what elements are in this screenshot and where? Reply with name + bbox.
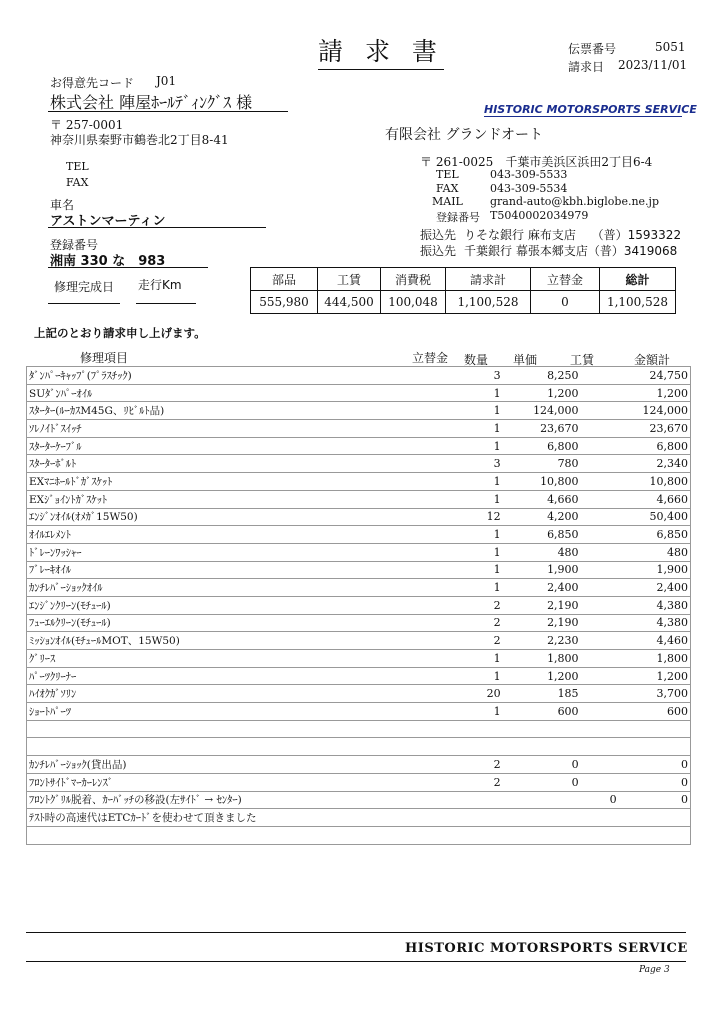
table-row [27, 508, 691, 526]
cell-qty [442, 720, 503, 738]
cell-amount: 10,800 [619, 473, 691, 491]
cell-price: 0 [503, 756, 581, 774]
table-row [27, 402, 691, 420]
summary-billed: 1,100,528 [446, 291, 531, 314]
document-title: 請 求 書 [318, 32, 444, 70]
cell-amount: 124,000 [619, 402, 691, 420]
cell-price: 6,850 [503, 526, 581, 544]
summary-header-parts: 部品 [251, 268, 318, 291]
customer-postal: 〒 257-0001 [50, 118, 124, 132]
col-price: 単価 [513, 353, 538, 367]
cell-name: EXｼﾞｮｲﾝﾄｶﾞｽｹｯﾄ [27, 490, 418, 508]
company-reg-no: T5040002034979 [490, 209, 589, 222]
cell-amount [619, 738, 691, 756]
cell-price [503, 826, 581, 844]
col-tat: 立替金 [412, 351, 449, 365]
cell-name: SUﾀﾞﾝﾊﾟｰｵｲﾙ [27, 384, 418, 402]
cell-qty: 1 [442, 543, 503, 561]
cell-price: 480 [503, 543, 581, 561]
date-label: 請求日 [568, 60, 605, 74]
cell-tat [417, 579, 441, 597]
cell-labor [581, 367, 619, 385]
cell-qty: 1 [442, 579, 503, 597]
cell-amount: 1,900 [619, 561, 691, 579]
cell-amount: 6,800 [619, 437, 691, 455]
cell-tat [417, 543, 441, 561]
cell-qty: 3 [442, 367, 503, 385]
cell-amount: 50,400 [619, 508, 691, 526]
cell-amount: 3,700 [619, 685, 691, 703]
cell-labor [581, 703, 619, 721]
cell-qty: 2 [442, 773, 503, 791]
company-name: 有限会社 グランドオート [385, 127, 544, 143]
cell-amount: 1,200 [619, 384, 691, 402]
table-row [27, 561, 691, 579]
table-row [27, 473, 691, 491]
cell-price: 8,250 [503, 367, 581, 385]
cell-name [27, 738, 418, 756]
cell-price [503, 720, 581, 738]
cell-labor: 0 [581, 791, 619, 809]
cell-price: 4,660 [503, 490, 581, 508]
company-mail-label: MAIL [432, 195, 463, 208]
cell-tat [417, 437, 441, 455]
cell-qty: 1 [442, 490, 503, 508]
summary-total: 1,100,528 [600, 291, 676, 314]
cell-name: ﾊﾟｰﾂｸﾘｰﾅｰ [27, 667, 418, 685]
col-amount: 金額計 [634, 353, 671, 367]
cell-labor [581, 738, 619, 756]
cell-labor [581, 473, 619, 491]
cell-name: ﾌﾛﾝﾄｸﾞﾘﾙ脱着、ｶｰﾊﾞｯﾁの移設(左ｻｲﾄﾞ → ｾﾝﾀｰ) [27, 791, 418, 809]
table-row [27, 596, 691, 614]
table-row [27, 579, 691, 597]
items-table [26, 366, 691, 845]
bank1: りそな銀行 麻布支店 （普）1593322 [464, 228, 682, 242]
cell-name: ﾌｭｰｴﾙｸﾘｰﾝ(ﾓﾁｭｰﾙ) [27, 614, 418, 632]
cell-price: 1,900 [503, 561, 581, 579]
cell-name: ﾌﾛﾝﾄｻｲﾄﾞﾏｰｶｰﾚﾝｽﾞ [27, 773, 418, 791]
table-row [27, 367, 691, 385]
cell-qty: 1 [442, 402, 503, 420]
cell-price: 0 [503, 773, 581, 791]
brand-name: HISTORIC MOTORSPORTS SERVICE [484, 103, 697, 116]
cell-qty: 3 [442, 455, 503, 473]
bank2-label: 振込先 [420, 244, 457, 258]
cell-labor [581, 420, 619, 438]
cell-name: ｴﾝｼﾞﾝｸﾘｰﾝ(ﾓﾁｭｰﾙ) [27, 596, 418, 614]
cell-name [27, 720, 418, 738]
cell-price: 4,200 [503, 508, 581, 526]
cell-amount [619, 720, 691, 738]
cell-price [503, 738, 581, 756]
cell-name: ﾃｽﾄ時の高速代はETCｶｰﾄﾞを使わせて頂きました [27, 809, 418, 827]
cell-name: ｴﾝｼﾞﾝｵｲﾙ(ｵﾒｶﾞ15W50) [27, 508, 418, 526]
cell-name: ﾐｯｼｮﾝｵｲﾙ(ﾓﾁｭｰﾙMOT、15W50) [27, 632, 418, 650]
vehicle-name: アストンマーティン [50, 214, 166, 229]
cell-price: 600 [503, 703, 581, 721]
cell-labor [581, 561, 619, 579]
table-row [27, 826, 691, 844]
cell-price [503, 809, 581, 827]
cell-name: ﾊｲｵｸｶﾞｿﾘﾝ [27, 685, 418, 703]
col-qty: 数量 [464, 353, 489, 367]
cell-amount: 4,380 [619, 614, 691, 632]
cell-name: ｼｮｰﾄﾊﾟｰﾂ [27, 703, 418, 721]
cell-tat [417, 809, 441, 827]
cell-labor [581, 402, 619, 420]
summary-header-total: 総計 [600, 268, 676, 291]
cell-qty: 12 [442, 508, 503, 526]
cell-qty: 1 [442, 437, 503, 455]
table-row [27, 720, 691, 738]
cell-labor [581, 437, 619, 455]
cell-qty: 1 [442, 703, 503, 721]
table-row [27, 632, 691, 650]
cell-name: ｽﾀｰﾀｰ(ﾙｰｶｽM45G、ﾘﾋﾞﾙﾄ品) [27, 402, 418, 420]
cell-tat [417, 667, 441, 685]
cell-tat [417, 685, 441, 703]
cell-tat [417, 508, 441, 526]
cell-name: ｶﾝﾁﾚﾊﾞｰｼｮｯｸ(貸出品) [27, 756, 418, 774]
cell-name: ﾀﾞﾝﾊﾟｰｷｬｯﾌﾟ(ﾌﾟﾗｽﾁｯｸ) [27, 367, 418, 385]
cell-labor [581, 685, 619, 703]
cell-amount: 4,460 [619, 632, 691, 650]
cell-tat [417, 650, 441, 668]
cell-tat [417, 596, 441, 614]
cell-tat [417, 490, 441, 508]
table-row [27, 455, 691, 473]
cell-amount: 6,850 [619, 526, 691, 544]
cell-amount: 2,400 [619, 579, 691, 597]
cell-qty: 1 [442, 526, 503, 544]
cell-tat [417, 738, 441, 756]
cell-tat [417, 720, 441, 738]
cell-price: 2,190 [503, 596, 581, 614]
cell-qty [442, 738, 503, 756]
cell-price: 1,800 [503, 650, 581, 668]
summary-advance: 0 [531, 291, 600, 314]
cell-amount: 4,380 [619, 596, 691, 614]
cell-tat [417, 384, 441, 402]
cell-price: 1,200 [503, 667, 581, 685]
cell-labor [581, 384, 619, 402]
cell-labor [581, 720, 619, 738]
cell-amount: 0 [619, 791, 691, 809]
table-row [27, 685, 691, 703]
table-row [27, 437, 691, 455]
invoice-date: 2023/11/01 [618, 58, 688, 72]
cell-amount [619, 826, 691, 844]
table-row [27, 614, 691, 632]
cell-amount: 1,200 [619, 667, 691, 685]
cell-qty [442, 791, 503, 809]
cell-qty: 1 [442, 650, 503, 668]
cell-labor [581, 526, 619, 544]
cell-labor [581, 455, 619, 473]
vehicle-name-label: 車名 [50, 198, 75, 212]
cell-qty [442, 809, 503, 827]
cell-qty: 1 [442, 384, 503, 402]
cell-amount: 0 [619, 756, 691, 774]
cell-name: ｶﾝﾁﾚﾊﾞｰｼｮｯｸｵｲﾙ [27, 579, 418, 597]
cell-price: 185 [503, 685, 581, 703]
cell-price: 2,230 [503, 632, 581, 650]
table-row [27, 543, 691, 561]
summary-tax: 100,048 [381, 291, 446, 314]
cell-labor [581, 667, 619, 685]
cell-qty: 2 [442, 596, 503, 614]
table-row [27, 773, 691, 791]
table-row [27, 667, 691, 685]
table-row [27, 490, 691, 508]
cell-qty: 1 [442, 561, 503, 579]
company-fax: 043-309-5534 [490, 182, 568, 195]
cell-labor [581, 826, 619, 844]
cell-amount: 0 [619, 773, 691, 791]
cell-tat [417, 756, 441, 774]
cell-tat [417, 455, 441, 473]
cell-amount: 600 [619, 703, 691, 721]
cell-labor [581, 809, 619, 827]
table-row [27, 791, 691, 809]
cell-name: EXﾏﾆﾎｰﾙﾄﾞｶﾞｽｹｯﾄ [27, 473, 418, 491]
cell-name: ｿﾚﾉｲﾄﾞｽｲｯﾁ [27, 420, 418, 438]
vehicle-reg-label: 登録番号 [50, 238, 99, 252]
table-row [27, 738, 691, 756]
cell-name: ｽﾀｰﾀｰﾎﾞﾙﾄ [27, 455, 418, 473]
cell-tat [417, 420, 441, 438]
cell-qty: 1 [442, 667, 503, 685]
cell-amount: 480 [619, 543, 691, 561]
col-item: 修理項目 [80, 351, 129, 365]
cell-labor [581, 773, 619, 791]
bank1-label: 振込先 [420, 228, 457, 242]
summary-header-billed: 請求計 [446, 268, 531, 291]
cell-price: 6,800 [503, 437, 581, 455]
cell-qty: 1 [442, 473, 503, 491]
cell-tat [417, 473, 441, 491]
company-address: 〒 261-0025 千葉市美浜区浜田2丁目6-4 [420, 155, 653, 169]
summary-table [250, 267, 676, 314]
cell-name [27, 826, 418, 844]
company-fax-label: FAX [436, 182, 459, 195]
summary-parts: 555,980 [251, 291, 318, 314]
cell-labor [581, 596, 619, 614]
mileage-label: 走行Km [138, 278, 182, 292]
cell-amount: 1,800 [619, 650, 691, 668]
cell-name: ﾌﾞﾚｰｷｵｲﾙ [27, 561, 418, 579]
col-labor: 工賃 [570, 353, 595, 367]
cell-qty [442, 826, 503, 844]
cell-price: 10,800 [503, 473, 581, 491]
table-row [27, 703, 691, 721]
cell-tat [417, 632, 441, 650]
cell-tat [417, 703, 441, 721]
notice-text: 上記のとおり請求申し上げます。 [34, 326, 206, 340]
cell-qty: 2 [442, 614, 503, 632]
cell-tat [417, 526, 441, 544]
cell-price: 23,670 [503, 420, 581, 438]
summary-labor: 444,500 [318, 291, 381, 314]
table-row [27, 420, 691, 438]
summary-header-advance: 立替金 [531, 268, 600, 291]
cell-price: 1,200 [503, 384, 581, 402]
cell-amount: 24,750 [619, 367, 691, 385]
company-mail: grand-auto@kbh.biglobe.ne.jp [490, 195, 660, 208]
cell-price: 780 [503, 455, 581, 473]
summary-header-tax: 消費税 [381, 268, 446, 291]
cell-labor [581, 632, 619, 650]
slip-no: 5051 [655, 40, 686, 54]
cell-labor [581, 756, 619, 774]
footer-brand: HISTORIC MOTORSPORTS SERVICE [405, 941, 688, 956]
cell-tat [417, 367, 441, 385]
cell-qty: 2 [442, 632, 503, 650]
company-tel-label: TEL [436, 168, 459, 181]
customer-fax-label: FAX [66, 176, 89, 189]
customer-tel-label: TEL [66, 160, 89, 173]
table-row [27, 809, 691, 827]
cell-name: ﾄﾞﾚｰﾝﾜｯｼｬｰ [27, 543, 418, 561]
customer-name: 株式会社 陣屋ﾎｰﾙﾃﾞｨﾝｸﾞｽ 様 [50, 93, 253, 112]
bank2: 千葉銀行 幕張本郷支店（普）3419068 [464, 244, 678, 258]
cell-amount: 4,660 [619, 490, 691, 508]
company-reg-label: 登録番号 [436, 211, 480, 224]
cell-price: 2,400 [503, 579, 581, 597]
customer-code-label: お得意先コード [50, 76, 135, 90]
table-row [27, 650, 691, 668]
customer-code: J01 [156, 74, 177, 88]
cell-price: 124,000 [503, 402, 581, 420]
repair-date-label: 修理完成日 [54, 280, 115, 294]
vehicle-reg-no: 湘南 330 な 983 [50, 254, 166, 269]
cell-qty: 2 [442, 756, 503, 774]
cell-amount: 2,340 [619, 455, 691, 473]
cell-labor [581, 579, 619, 597]
cell-qty: 1 [442, 420, 503, 438]
customer-address: 神奈川県秦野市鶴巻北2丁目8-41 [50, 133, 229, 147]
slip-no-label: 伝票番号 [568, 42, 617, 56]
cell-tat [417, 826, 441, 844]
page-number: Page 3 [639, 965, 670, 975]
cell-tat [417, 561, 441, 579]
cell-qty: 20 [442, 685, 503, 703]
cell-amount: 23,670 [619, 420, 691, 438]
cell-labor [581, 650, 619, 668]
cell-tat [417, 402, 441, 420]
cell-labor [581, 543, 619, 561]
cell-price: 2,190 [503, 614, 581, 632]
table-row [27, 756, 691, 774]
cell-labor [581, 490, 619, 508]
cell-name: ｵｲﾙｴﾚﾒﾝﾄ [27, 526, 418, 544]
cell-tat [417, 791, 441, 809]
cell-name: ｸﾞﾘｰｽ [27, 650, 418, 668]
cell-labor [581, 614, 619, 632]
table-row [27, 526, 691, 544]
cell-tat [417, 614, 441, 632]
cell-labor [581, 508, 619, 526]
cell-amount [619, 809, 691, 827]
summary-header-labor: 工賃 [318, 268, 381, 291]
company-tel: 043-309-5533 [490, 168, 568, 181]
cell-name: ｽﾀｰﾀｰｹｰﾌﾞﾙ [27, 437, 418, 455]
cell-price [503, 791, 581, 809]
cell-tat [417, 773, 441, 791]
table-row [27, 384, 691, 402]
